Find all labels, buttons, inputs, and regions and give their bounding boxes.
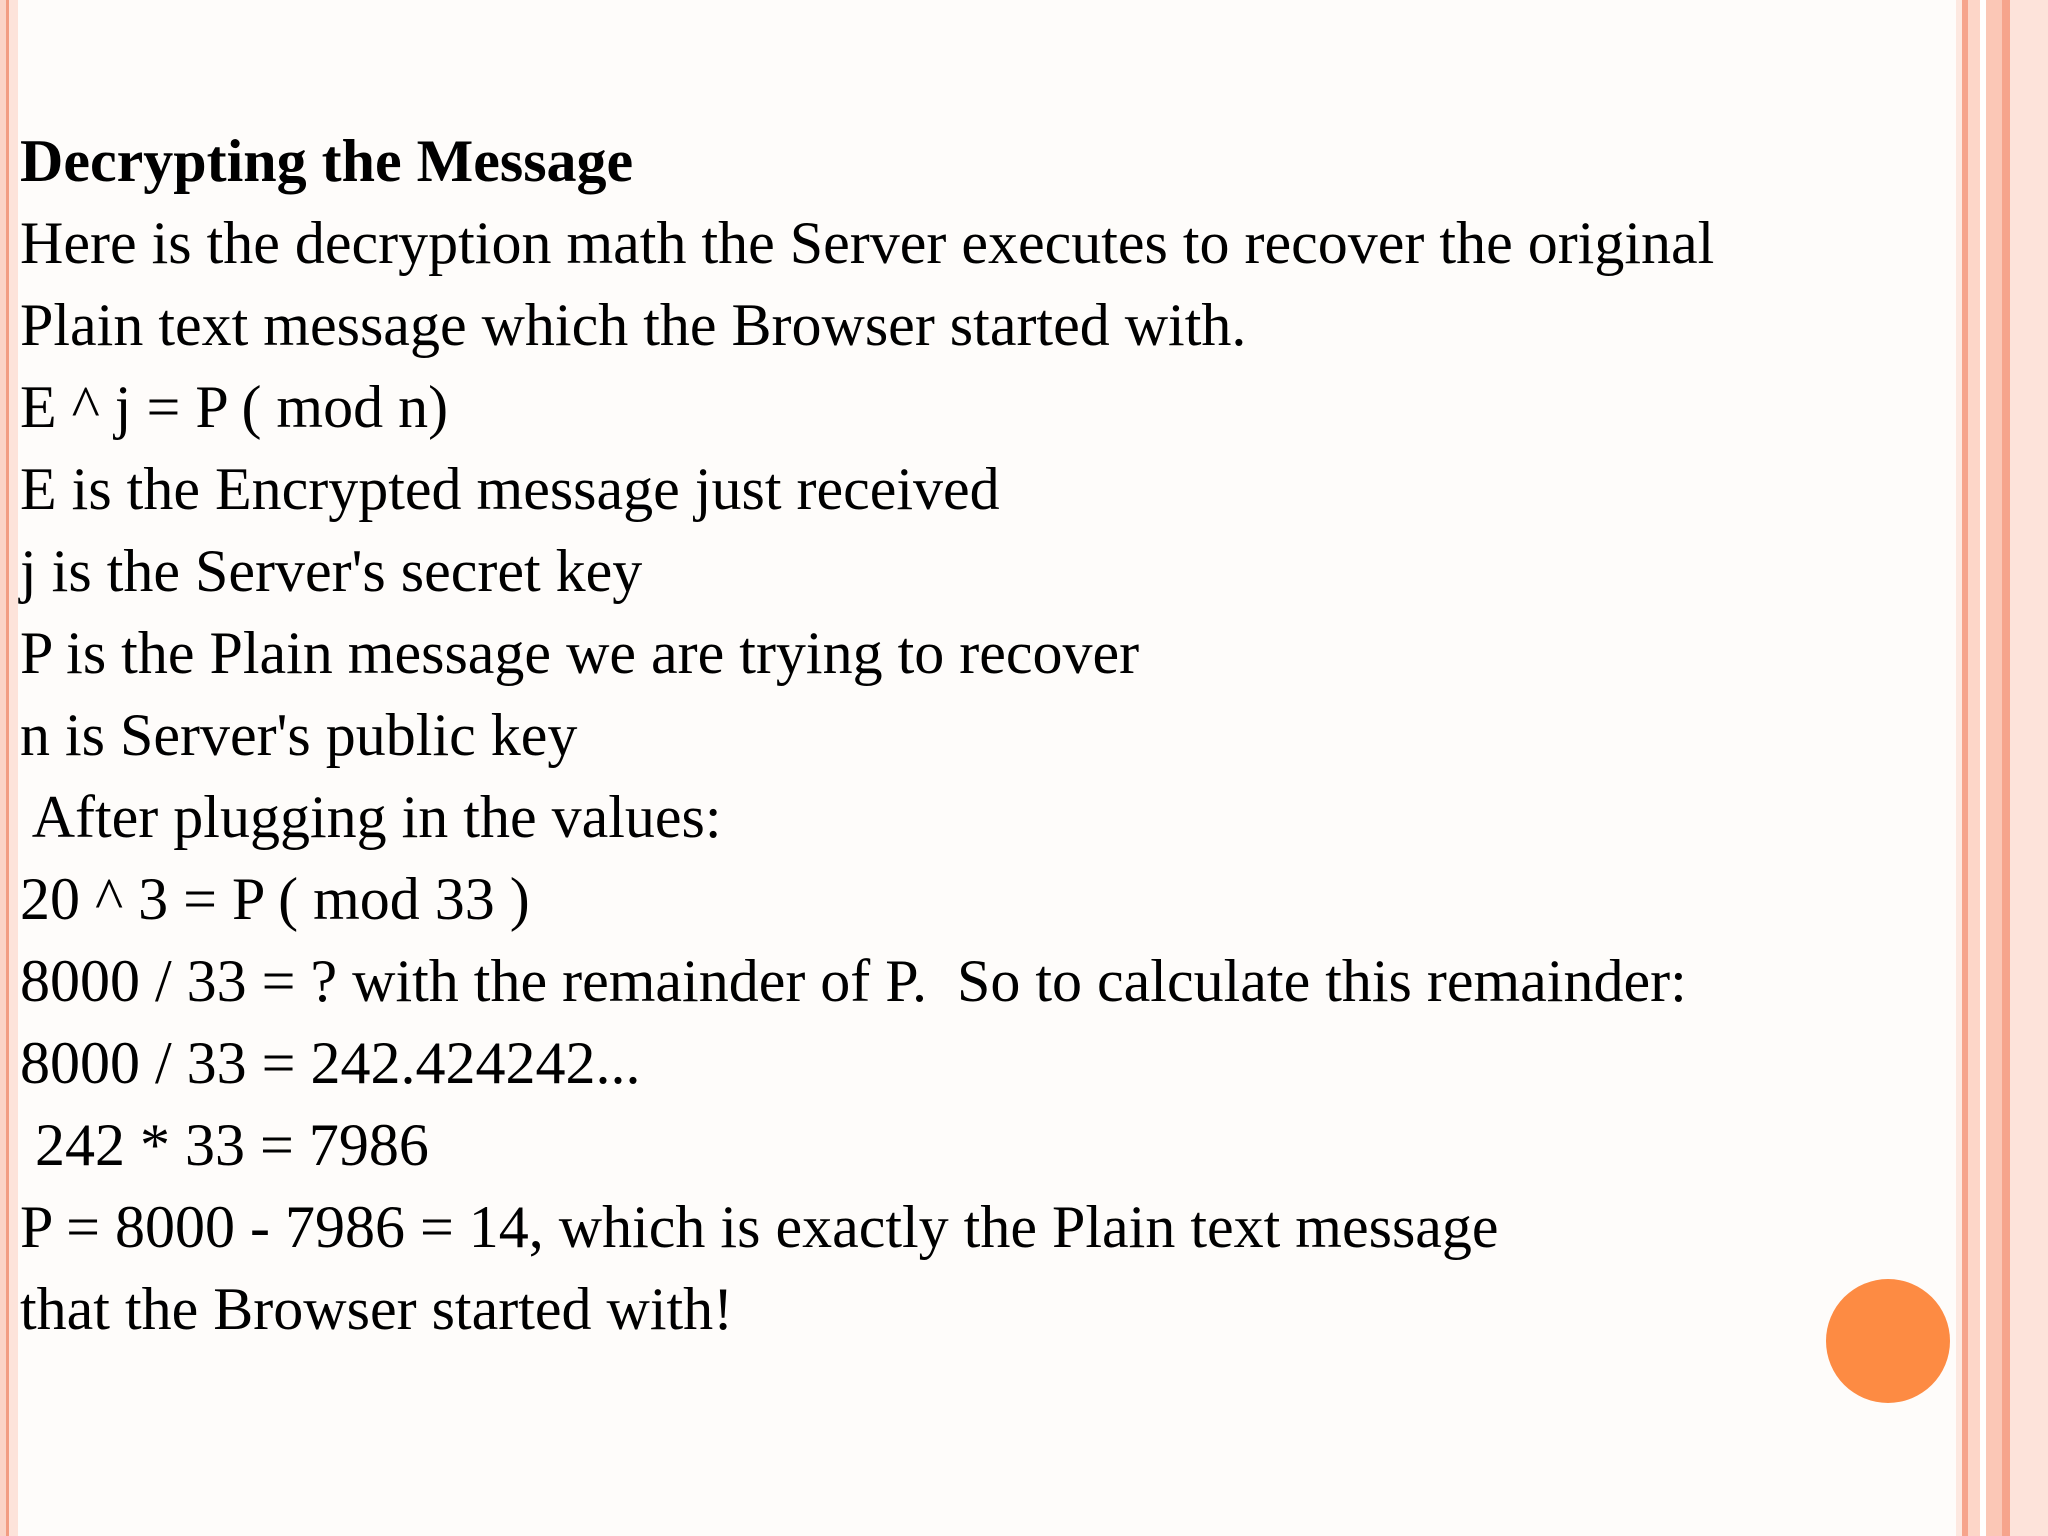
orange-circle-decoration	[1826, 1279, 1950, 1403]
text-line: Here is the decryption math the Server executes to recover the original	[20, 210, 1715, 276]
text-line: 8000 / 33 = ? with the remainder of P. So to calculate this remainder:	[20, 948, 1687, 1014]
text-line: After plugging in the values:	[20, 784, 722, 850]
text-line: j is the Server's secret key	[20, 538, 643, 604]
formula-line: 8000 / 33 = 242.424242...	[20, 1030, 641, 1096]
right-decorative-border	[1956, 0, 2048, 1536]
text-line: P is the Plain message we are trying to recover	[20, 620, 1140, 686]
formula-line: 20 ^ 3 = P ( mod 33 )	[20, 866, 530, 932]
slide-title: Decrypting the Message	[20, 128, 634, 194]
text-line: n is Server's public key	[20, 702, 578, 768]
slide-content	[20, 120, 1950, 1350]
formula-line: E ^ j = P ( mod n)	[20, 374, 449, 440]
formula-line: 242 * 33 = 7986	[20, 1112, 429, 1178]
text-line: that the Browser started with!	[20, 1276, 734, 1342]
left-decorative-border	[0, 0, 18, 1536]
text-line: E is the Encrypted message just received	[20, 456, 1000, 522]
text-line: Plain text message which the Browser started with.	[20, 292, 1247, 358]
text-line: P = 8000 - 7986 = 14, which is exactly the Plain text message	[20, 1194, 1499, 1260]
